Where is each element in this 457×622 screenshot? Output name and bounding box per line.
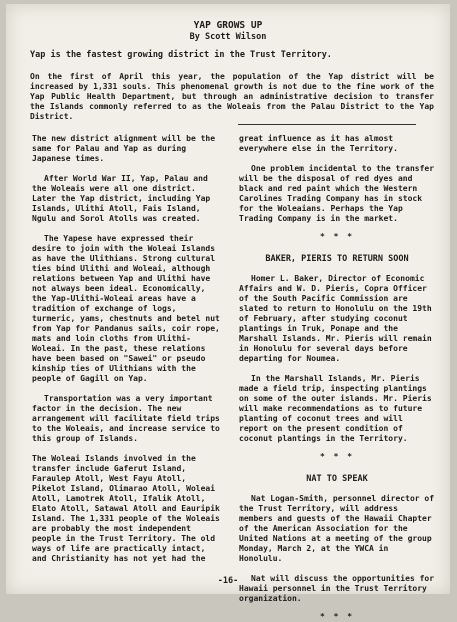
intro-paragraph: On the first of April this year, the population of the Yap district will be increased by 1,331 souls. This phenomenal growth is not due to the fine work of the Yap Public Health Department, but through an administrative decision to transfer the Islands commonly referred to as the Woleais from the Palau District to the Yap District. bbox=[30, 72, 434, 121]
body-paragraph: The new district alignment will be the same for Palau and Yap as during Japanese times. bbox=[32, 134, 216, 163]
page-number: -16- bbox=[217, 576, 239, 586]
section-heading-baker: BAKER, PIERIS TO RETURN SOON bbox=[265, 254, 409, 264]
body-paragraph: In the Marshall Islands, Mr. Pieris made a field trip, inspecting plantings on some of the outer islands. Mr. Pieris will make recommendations as to future planting of coconut trees and will report on the present condition of coconut plantings in the Territory. bbox=[239, 374, 432, 443]
body-paragraph: One problem incidental to the transfer will be the disposal of red dyes and black and red paint which the Western Carolines Trading Company has in stock for the Woleaians. Perhaps the Yap Trading Company is in the market. bbox=[239, 164, 435, 223]
section-stars: * * * bbox=[319, 612, 355, 621]
right-column bbox=[239, 134, 435, 622]
left-column bbox=[32, 134, 222, 574]
lead-sentence: Yap is the fastest growing district in the Trust Territory. bbox=[30, 50, 332, 60]
section-stars: * * * bbox=[319, 452, 355, 461]
body-paragraph: Transportation was a very important factor in the decision. The new arrangement will facilitate field trips to the Woleais, and increase service to this group of Islands. bbox=[32, 394, 220, 443]
body-paragraph: Nat Logan-Smith, personnel director of the Trust Territory, will address members and guests of the Hawaii Chapter of the American Association for the United Nations at a meeting of the group Monday, March 2, at the YWCA in Honolulu. bbox=[239, 494, 435, 563]
article-title: YAP GROWS UP bbox=[193, 20, 263, 31]
section-heading-nat: NAT TO SPEAK bbox=[306, 474, 368, 484]
document-page bbox=[6, 4, 450, 621]
divider-rule bbox=[238, 124, 416, 125]
body-paragraph: After World War II, Yap, Palau and the Woleais were all one district. Later the Yap district, including Yap Islands, Ulithi Atoll, Fais Island, Ngulu and Sorol Atolls was created. bbox=[32, 174, 211, 223]
body-paragraph: great influence as it has almost everywhere else in the Territory. bbox=[239, 134, 398, 153]
article-byline: By Scott Wilson bbox=[189, 32, 267, 42]
section-stars: * * * bbox=[319, 232, 355, 241]
body-paragraph: The Yapese have expressed their desire to join with the Woleai Islands as have the Ulithians. Strong cultural ties bind Ulithi and Woleai, although relations between Yap and Ulithi have not always been ideal. Economically, the Yap-Ulithi-Woleai areas have a tradition of exchange of logs, turmeric, yams, chestnuts and betel nut from Yap for Pandanus sails, coir rope, mats and loin cloths from Ulithi-Woleai. In the past, these relations have been based on "Sawei" or pseudo kinship ties of Ulithians with the people of Gagill on Yap. bbox=[32, 234, 220, 383]
body-paragraph: Homer L. Baker, Director of Economic Affairs and W. D. Pieris, Copra Officer of the South Pacific Commission are slated to return to Honolulu on the 19th of February, after studying coconut plantings in Truk, Ponape and the Marshall Islands. Mr. Pieris will remain in Honolulu for several days before departing for Noumea. bbox=[239, 274, 432, 363]
body-paragraph: Nat will discuss the opportunities for Hawaii personnel in the Trust Territory organization. bbox=[239, 574, 435, 603]
body-paragraph: The Woleai Islands involved in the transfer include Gaferut Island, Faraulep Atoll, West Fayu Atoll, Pikelot Island, Olimarao Atoll, Woleai Atoll, Lamotrek Atoll, Ifalik Atoll, Elato Atoll, Satawal Atoll and Eauripik Island. The 1,331 people of the Woleais are probably the most independent people in the Trust Territory. The old ways of life are practically intact, and Christianity has not yet had the bbox=[32, 454, 220, 563]
